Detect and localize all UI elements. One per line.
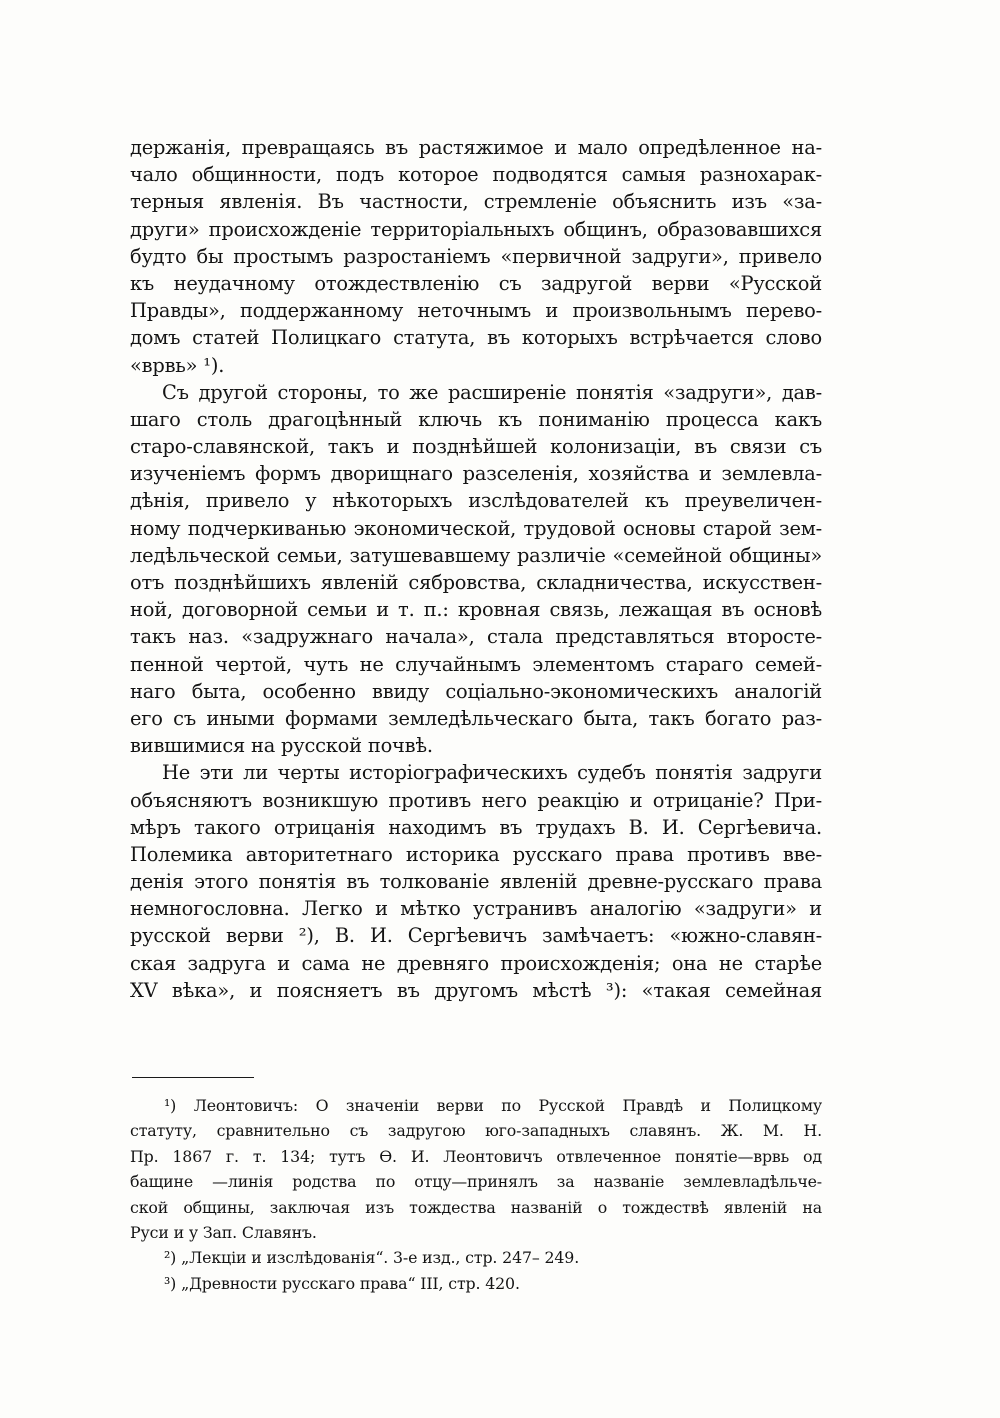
text-line: «врвь» ¹). — [130, 353, 225, 377]
text-line: ская задруга и сама не древняго происхожденія; она не старѣе — [130, 951, 822, 975]
footnote-line: ³) „Древности русскаго права“ III, стр. 420. — [164, 1273, 520, 1293]
text-line: изученіемъ формъ дворищнаго разселенія, хозяйства и землевла- — [130, 462, 822, 486]
text-line: держанія, превращаясь въ растяжимое и мало опредѣленное на- — [130, 136, 822, 159]
text-line: отъ позднѣйшихъ явленій сябровства, складничества, искусствен- — [130, 571, 822, 594]
text-line: пенной чертой, чуть не случайнымъ элементомъ стараго семей- — [130, 652, 822, 676]
footnote-line: ской общины, заключая изъ тождества названій о тождествѣ явленій на — [130, 1197, 822, 1217]
text-line: ному подчеркиванью экономической, трудовой основы старой зем- — [130, 516, 822, 540]
text-line: Полемика авторитетнаго историка русскаго права противъ вве- — [130, 842, 822, 866]
text-line: къ неудачному отождествленію съ задругой верви «Русской — [130, 271, 822, 295]
text-line: други» происхожденіе территоріальныхъ общинъ, образовавшихся — [130, 217, 822, 241]
footnote-line: бащине —линія родства по отцу—принялъ за названіе землевладѣльче- — [130, 1172, 822, 1192]
main-text — [130, 134, 822, 1004]
text-line: XV вѣка», и поясняетъ въ другомъ мѣстѣ ³): «такая семейная — [130, 978, 822, 1002]
text-line: терныя явленія. Въ частности, стремленіе объяснить изъ «за- — [130, 190, 822, 214]
text-line: наго быта, особенно ввиду соціально-экономическихъ аналогій — [130, 679, 822, 703]
text-line: мѣръ такого отрицанія находимъ въ трудахъ В. И. Сергѣевича. — [130, 815, 822, 839]
text-line: немногословна. Легко и мѣтко устранивъ аналогію «задруги» и — [130, 897, 822, 921]
text-line: шаго столь драгоцѣнный ключь къ пониманію процесса какъ — [130, 407, 822, 431]
text-line: денія этого понятія въ толкованіе явленій древне-русскаго права — [130, 870, 822, 894]
text-line: его съ иными формами земледѣльческаго быта, такъ богато раз- — [130, 706, 822, 730]
text-line: дѣнія, привело у нѣкоторыхъ изслѣдователей къ преувеличен- — [130, 489, 822, 513]
text-line: Съ другой стороны, то же расширеніе понятія «задруги», дав- — [162, 380, 822, 404]
text-line: Правды», поддержанному неточнымъ и произвольнымъ перево- — [130, 299, 822, 323]
text-line: объясняютъ возникшую противъ него реакцію и отрицаніе? При- — [130, 788, 822, 812]
text-line: старо-славянской, такъ и позднѣйшей колонизаціи, въ связи съ — [130, 435, 822, 459]
footnote-line: ²) „Лекціи и изслѣдованія“. 3-е изд., стр. 247– 249. — [164, 1248, 580, 1268]
footnote-line: Руси и у Зап. Славянъ. — [130, 1222, 317, 1242]
footnote-separator — [132, 1077, 254, 1078]
footnote-line: ¹) Леонтовичъ: О значеніи верви по Русской Правдѣ и Полицкому — [164, 1096, 822, 1115]
footnote-line: Пр. 1867 г. т. 134; тутъ Ѳ. И. Леонтовичъ отвлеченное понятіе—врвь од — [130, 1146, 822, 1166]
text-line: вившимися на русской почвѣ. — [130, 734, 433, 758]
text-line: такъ наз. «задружнаго начала», стала представляться второсте- — [130, 625, 822, 649]
text-line: домъ статей Полицкаго статута, въ которыхъ встрѣчается слово — [130, 326, 822, 350]
text-line: чало общинности, подъ которое подводятся самыя разнохарак- — [130, 163, 822, 187]
text-line: ной, договорной семьи и т. п.: кровная связь, лежащая въ основѣ — [130, 598, 822, 622]
text-line: русской верви ²), В. И. Сергѣевичъ замѣчаетъ: «южно-славян- — [130, 924, 822, 948]
text-line: ледѣльческой семьи, затушевавшему различіе «семейной общины» — [130, 543, 822, 567]
text-line: будто бы простымъ разростаніемъ «первичной задруги», привело — [130, 244, 822, 268]
text-line: Не эти ли черты исторіографическихъ судебъ понятія задруги — [162, 761, 822, 785]
footnote-line: статуту, сравнительно съ задругою юго-западныхъ славянъ. Ж. М. Н. — [130, 1121, 822, 1141]
footnotes — [130, 1093, 822, 1296]
